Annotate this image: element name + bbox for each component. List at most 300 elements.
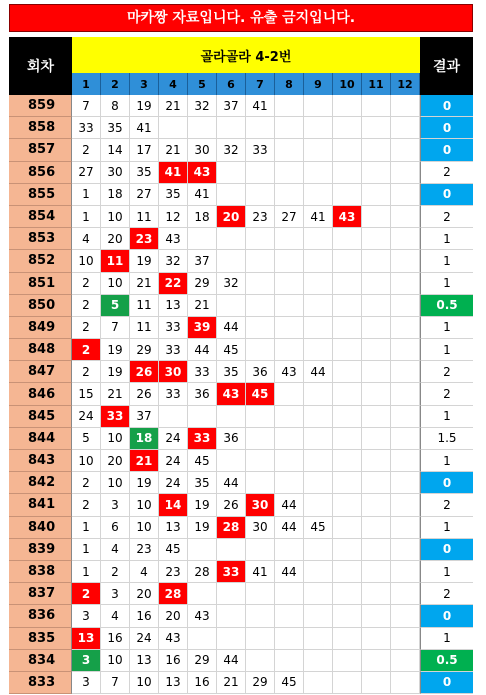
number-cell[interactable]: 3 (72, 605, 101, 627)
number-cell[interactable]: 16 (188, 672, 217, 694)
empty-cell[interactable] (333, 250, 362, 272)
empty-cell[interactable] (391, 206, 420, 228)
empty-cell[interactable] (275, 428, 304, 450)
hit-number-cell[interactable]: 23 (130, 228, 159, 250)
number-cell[interactable]: 4 (101, 605, 130, 627)
result-cell[interactable]: 0 (420, 184, 473, 206)
empty-cell[interactable] (304, 139, 333, 161)
hit-number-cell[interactable]: 43 (217, 383, 246, 405)
number-cell[interactable]: 19 (101, 339, 130, 361)
number-cell[interactable]: 10 (101, 472, 130, 494)
round-number-cell[interactable]: 851 (9, 273, 72, 295)
result-cell[interactable]: 0 (420, 117, 473, 139)
number-cell[interactable]: 1 (72, 184, 101, 206)
empty-cell[interactable] (304, 406, 333, 428)
number-cell[interactable]: 30 (188, 139, 217, 161)
empty-cell[interactable] (362, 361, 391, 383)
empty-cell[interactable] (304, 317, 333, 339)
number-cell[interactable]: 18 (101, 184, 130, 206)
empty-cell[interactable] (275, 295, 304, 317)
hit-number-cell[interactable]: 11 (101, 250, 130, 272)
hit-number-cell[interactable]: 33 (188, 428, 217, 450)
round-number-cell[interactable]: 838 (9, 561, 72, 583)
number-cell[interactable]: 27 (275, 206, 304, 228)
number-cell[interactable]: 1 (72, 539, 101, 561)
number-cell[interactable]: 24 (159, 428, 188, 450)
empty-cell[interactable] (333, 517, 362, 539)
empty-cell[interactable] (391, 628, 420, 650)
number-cell[interactable]: 13 (159, 517, 188, 539)
number-cell[interactable]: 10 (101, 273, 130, 295)
number-cell[interactable]: 43 (188, 605, 217, 627)
empty-cell[interactable] (333, 139, 362, 161)
empty-cell[interactable] (246, 583, 275, 605)
number-cell[interactable]: 37 (188, 250, 217, 272)
empty-cell[interactable] (217, 406, 246, 428)
empty-cell[interactable] (333, 583, 362, 605)
result-cell[interactable]: 0.5 (420, 650, 473, 672)
empty-cell[interactable] (159, 117, 188, 139)
empty-cell[interactable] (333, 605, 362, 627)
number-cell[interactable]: 1 (72, 206, 101, 228)
empty-cell[interactable] (304, 672, 333, 694)
round-number-cell[interactable]: 850 (9, 295, 72, 317)
number-cell[interactable]: 20 (101, 450, 130, 472)
empty-cell[interactable] (333, 428, 362, 450)
number-cell[interactable]: 20 (101, 228, 130, 250)
empty-cell[interactable] (188, 406, 217, 428)
number-cell[interactable]: 7 (72, 95, 101, 117)
empty-cell[interactable] (362, 561, 391, 583)
number-cell[interactable]: 19 (130, 250, 159, 272)
number-cell[interactable]: 11 (130, 206, 159, 228)
number-cell[interactable]: 45 (159, 539, 188, 561)
number-cell[interactable]: 35 (188, 472, 217, 494)
number-cell[interactable]: 35 (159, 184, 188, 206)
empty-cell[interactable] (333, 472, 362, 494)
empty-cell[interactable] (217, 162, 246, 184)
empty-cell[interactable] (391, 95, 420, 117)
empty-cell[interactable] (391, 494, 420, 516)
hit-number-cell[interactable]: 28 (217, 517, 246, 539)
number-cell[interactable]: 8 (101, 95, 130, 117)
empty-cell[interactable] (275, 450, 304, 472)
number-cell[interactable]: 45 (217, 339, 246, 361)
number-cell[interactable]: 10 (72, 250, 101, 272)
empty-cell[interactable] (275, 317, 304, 339)
result-cell[interactable]: 0.5 (420, 295, 473, 317)
empty-cell[interactable] (275, 139, 304, 161)
result-cell[interactable]: 1 (420, 228, 473, 250)
empty-cell[interactable] (275, 162, 304, 184)
number-cell[interactable]: 2 (72, 273, 101, 295)
number-cell[interactable]: 41 (130, 117, 159, 139)
number-cell[interactable]: 2 (101, 561, 130, 583)
result-cell[interactable]: 1 (420, 628, 473, 650)
number-cell[interactable]: 14 (101, 139, 130, 161)
empty-cell[interactable] (333, 295, 362, 317)
empty-cell[interactable] (362, 139, 391, 161)
hit-number-cell[interactable]: 39 (188, 317, 217, 339)
number-cell[interactable]: 3 (72, 672, 101, 694)
number-cell[interactable]: 30 (246, 517, 275, 539)
empty-cell[interactable] (304, 273, 333, 295)
number-cell[interactable]: 44 (217, 650, 246, 672)
round-number-cell[interactable]: 857 (9, 139, 72, 161)
empty-cell[interactable] (362, 605, 391, 627)
empty-cell[interactable] (391, 139, 420, 161)
empty-cell[interactable] (304, 539, 333, 561)
empty-cell[interactable] (217, 605, 246, 627)
number-cell[interactable]: 12 (159, 206, 188, 228)
empty-cell[interactable] (333, 117, 362, 139)
empty-cell[interactable] (304, 650, 333, 672)
number-cell[interactable]: 44 (275, 494, 304, 516)
empty-cell[interactable] (362, 273, 391, 295)
round-number-cell[interactable]: 837 (9, 583, 72, 605)
round-number-cell[interactable]: 848 (9, 339, 72, 361)
empty-cell[interactable] (275, 605, 304, 627)
number-cell[interactable]: 19 (130, 472, 159, 494)
number-cell[interactable]: 7 (101, 672, 130, 694)
empty-cell[interactable] (246, 184, 275, 206)
empty-cell[interactable] (275, 583, 304, 605)
number-cell[interactable]: 33 (246, 139, 275, 161)
number-cell[interactable]: 24 (130, 628, 159, 650)
hit-number-cell[interactable]: 28 (159, 583, 188, 605)
hit-number-cell[interactable]: 33 (101, 406, 130, 428)
number-cell[interactable]: 15 (72, 383, 101, 405)
number-cell[interactable]: 4 (72, 228, 101, 250)
empty-cell[interactable] (304, 339, 333, 361)
number-cell[interactable]: 20 (130, 583, 159, 605)
number-cell[interactable]: 11 (130, 295, 159, 317)
empty-cell[interactable] (333, 539, 362, 561)
empty-cell[interactable] (304, 184, 333, 206)
number-cell[interactable]: 3 (101, 494, 130, 516)
number-cell[interactable]: 19 (130, 95, 159, 117)
empty-cell[interactable] (391, 583, 420, 605)
empty-cell[interactable] (333, 628, 362, 650)
number-cell[interactable]: 7 (101, 317, 130, 339)
number-cell[interactable]: 36 (246, 361, 275, 383)
empty-cell[interactable] (304, 494, 333, 516)
hit-number-cell[interactable]: 43 (333, 206, 362, 228)
number-cell[interactable]: 10 (72, 450, 101, 472)
number-cell[interactable]: 5 (72, 428, 101, 450)
number-cell[interactable]: 10 (130, 494, 159, 516)
empty-cell[interactable] (188, 539, 217, 561)
result-cell[interactable]: 0 (420, 672, 473, 694)
empty-cell[interactable] (391, 250, 420, 272)
number-cell[interactable]: 44 (275, 561, 304, 583)
empty-cell[interactable] (275, 406, 304, 428)
round-number-cell[interactable]: 856 (9, 162, 72, 184)
number-cell[interactable]: 24 (72, 406, 101, 428)
empty-cell[interactable] (333, 650, 362, 672)
empty-cell[interactable] (304, 450, 333, 472)
number-cell[interactable]: 17 (130, 139, 159, 161)
round-number-cell[interactable]: 833 (9, 672, 72, 694)
empty-cell[interactable] (217, 539, 246, 561)
empty-cell[interactable] (304, 561, 333, 583)
number-cell[interactable]: 45 (304, 517, 333, 539)
result-cell[interactable]: 0 (420, 605, 473, 627)
hit-number-cell[interactable]: 30 (159, 361, 188, 383)
empty-cell[interactable] (391, 517, 420, 539)
result-cell[interactable]: 1.5 (420, 428, 473, 450)
empty-cell[interactable] (391, 117, 420, 139)
number-cell[interactable]: 10 (130, 517, 159, 539)
empty-cell[interactable] (333, 494, 362, 516)
round-number-cell[interactable]: 858 (9, 117, 72, 139)
round-number-cell[interactable]: 853 (9, 228, 72, 250)
number-cell[interactable]: 21 (101, 383, 130, 405)
round-number-cell[interactable]: 845 (9, 406, 72, 428)
number-cell[interactable]: 21 (159, 139, 188, 161)
empty-cell[interactable] (217, 228, 246, 250)
number-cell[interactable]: 21 (217, 672, 246, 694)
empty-cell[interactable] (246, 162, 275, 184)
empty-cell[interactable] (333, 339, 362, 361)
number-cell[interactable]: 45 (275, 672, 304, 694)
empty-cell[interactable] (362, 117, 391, 139)
hit-number-cell[interactable]: 26 (130, 361, 159, 383)
number-cell[interactable]: 1 (72, 517, 101, 539)
empty-cell[interactable] (246, 406, 275, 428)
hit-number-cell[interactable]: 2 (72, 339, 101, 361)
empty-cell[interactable] (362, 383, 391, 405)
empty-cell[interactable] (362, 672, 391, 694)
empty-cell[interactable] (275, 273, 304, 295)
number-cell[interactable]: 36 (217, 428, 246, 450)
empty-cell[interactable] (304, 628, 333, 650)
empty-cell[interactable] (362, 428, 391, 450)
number-cell[interactable]: 44 (275, 517, 304, 539)
number-cell[interactable]: 26 (130, 383, 159, 405)
hit-number-cell[interactable]: 18 (130, 428, 159, 450)
empty-cell[interactable] (275, 539, 304, 561)
empty-cell[interactable] (362, 295, 391, 317)
empty-cell[interactable] (159, 406, 188, 428)
number-cell[interactable]: 29 (130, 339, 159, 361)
round-number-cell[interactable]: 842 (9, 472, 72, 494)
number-cell[interactable]: 24 (159, 450, 188, 472)
round-number-cell[interactable]: 834 (9, 650, 72, 672)
empty-cell[interactable] (275, 95, 304, 117)
result-cell[interactable]: 1 (420, 561, 473, 583)
number-cell[interactable]: 18 (188, 206, 217, 228)
number-cell[interactable]: 2 (72, 139, 101, 161)
number-cell[interactable]: 10 (101, 206, 130, 228)
empty-cell[interactable] (275, 117, 304, 139)
empty-cell[interactable] (304, 472, 333, 494)
number-cell[interactable]: 36 (188, 383, 217, 405)
number-cell[interactable]: 44 (217, 472, 246, 494)
round-number-cell[interactable]: 839 (9, 539, 72, 561)
number-cell[interactable]: 33 (72, 117, 101, 139)
hit-number-cell[interactable]: 43 (188, 162, 217, 184)
empty-cell[interactable] (275, 250, 304, 272)
empty-cell[interactable] (304, 250, 333, 272)
empty-cell[interactable] (188, 583, 217, 605)
number-cell[interactable]: 6 (101, 517, 130, 539)
number-cell[interactable]: 2 (72, 472, 101, 494)
empty-cell[interactable] (362, 339, 391, 361)
empty-cell[interactable] (333, 406, 362, 428)
result-cell[interactable]: 2 (420, 361, 473, 383)
hit-number-cell[interactable]: 3 (72, 650, 101, 672)
empty-cell[interactable] (333, 273, 362, 295)
number-cell[interactable]: 13 (130, 650, 159, 672)
empty-cell[interactable] (362, 628, 391, 650)
number-cell[interactable]: 27 (72, 162, 101, 184)
number-cell[interactable]: 10 (130, 672, 159, 694)
empty-cell[interactable] (362, 450, 391, 472)
number-cell[interactable]: 13 (159, 672, 188, 694)
empty-cell[interactable] (217, 628, 246, 650)
empty-cell[interactable] (333, 228, 362, 250)
empty-cell[interactable] (217, 117, 246, 139)
empty-cell[interactable] (275, 472, 304, 494)
empty-cell[interactable] (391, 162, 420, 184)
number-cell[interactable]: 26 (217, 494, 246, 516)
result-cell[interactable]: 1 (420, 406, 473, 428)
empty-cell[interactable] (217, 295, 246, 317)
round-number-cell[interactable]: 846 (9, 383, 72, 405)
empty-cell[interactable] (246, 117, 275, 139)
round-number-cell[interactable]: 847 (9, 361, 72, 383)
number-cell[interactable]: 32 (217, 273, 246, 295)
number-cell[interactable]: 19 (101, 361, 130, 383)
number-cell[interactable]: 41 (246, 95, 275, 117)
empty-cell[interactable] (304, 295, 333, 317)
empty-cell[interactable] (362, 250, 391, 272)
number-cell[interactable]: 19 (188, 494, 217, 516)
empty-cell[interactable] (391, 317, 420, 339)
empty-cell[interactable] (275, 383, 304, 405)
number-cell[interactable]: 27 (130, 184, 159, 206)
round-number-cell[interactable]: 852 (9, 250, 72, 272)
number-cell[interactable]: 35 (130, 162, 159, 184)
number-cell[interactable]: 35 (101, 117, 130, 139)
number-cell[interactable]: 44 (217, 317, 246, 339)
number-cell[interactable]: 33 (159, 383, 188, 405)
empty-cell[interactable] (391, 561, 420, 583)
hit-number-cell[interactable]: 13 (72, 628, 101, 650)
hit-number-cell[interactable]: 21 (130, 450, 159, 472)
empty-cell[interactable] (246, 228, 275, 250)
result-cell[interactable]: 2 (420, 206, 473, 228)
empty-cell[interactable] (304, 117, 333, 139)
hit-number-cell[interactable]: 2 (72, 583, 101, 605)
number-cell[interactable]: 41 (188, 184, 217, 206)
round-number-cell[interactable]: 835 (9, 628, 72, 650)
number-cell[interactable]: 10 (101, 650, 130, 672)
empty-cell[interactable] (246, 628, 275, 650)
hit-number-cell[interactable]: 5 (101, 295, 130, 317)
empty-cell[interactable] (391, 539, 420, 561)
round-number-cell[interactable]: 844 (9, 428, 72, 450)
number-cell[interactable]: 29 (188, 273, 217, 295)
empty-cell[interactable] (391, 650, 420, 672)
number-cell[interactable]: 29 (188, 650, 217, 672)
empty-cell[interactable] (362, 539, 391, 561)
empty-cell[interactable] (391, 605, 420, 627)
number-cell[interactable]: 23 (246, 206, 275, 228)
number-cell[interactable]: 33 (159, 339, 188, 361)
number-cell[interactable]: 13 (159, 295, 188, 317)
number-cell[interactable]: 44 (188, 339, 217, 361)
number-cell[interactable]: 32 (159, 250, 188, 272)
empty-cell[interactable] (246, 250, 275, 272)
empty-cell[interactable] (362, 494, 391, 516)
empty-cell[interactable] (246, 605, 275, 627)
result-cell[interactable]: 0 (420, 95, 473, 117)
result-cell[interactable]: 0 (420, 472, 473, 494)
number-cell[interactable]: 4 (130, 561, 159, 583)
empty-cell[interactable] (362, 650, 391, 672)
number-cell[interactable]: 21 (188, 295, 217, 317)
empty-cell[interactable] (391, 428, 420, 450)
round-number-cell[interactable]: 849 (9, 317, 72, 339)
empty-cell[interactable] (275, 650, 304, 672)
result-cell[interactable]: 1 (420, 273, 473, 295)
number-cell[interactable]: 23 (159, 561, 188, 583)
number-cell[interactable]: 32 (217, 139, 246, 161)
empty-cell[interactable] (246, 428, 275, 450)
result-cell[interactable]: 0 (420, 539, 473, 561)
number-cell[interactable]: 24 (159, 472, 188, 494)
empty-cell[interactable] (391, 228, 420, 250)
number-cell[interactable]: 41 (304, 206, 333, 228)
number-cell[interactable]: 2 (72, 317, 101, 339)
empty-cell[interactable] (217, 184, 246, 206)
number-cell[interactable]: 37 (130, 406, 159, 428)
number-cell[interactable]: 41 (246, 561, 275, 583)
hit-number-cell[interactable]: 20 (217, 206, 246, 228)
empty-cell[interactable] (362, 317, 391, 339)
result-cell[interactable]: 1 (420, 517, 473, 539)
hit-number-cell[interactable]: 33 (217, 561, 246, 583)
empty-cell[interactable] (275, 228, 304, 250)
empty-cell[interactable] (362, 184, 391, 206)
number-cell[interactable]: 3 (101, 583, 130, 605)
empty-cell[interactable] (304, 383, 333, 405)
number-cell[interactable]: 10 (101, 428, 130, 450)
empty-cell[interactable] (333, 361, 362, 383)
empty-cell[interactable] (304, 605, 333, 627)
empty-cell[interactable] (246, 273, 275, 295)
empty-cell[interactable] (362, 206, 391, 228)
result-cell[interactable]: 1 (420, 317, 473, 339)
result-cell[interactable]: 2 (420, 162, 473, 184)
result-cell[interactable]: 1 (420, 339, 473, 361)
number-cell[interactable]: 19 (188, 517, 217, 539)
number-cell[interactable]: 16 (130, 605, 159, 627)
round-number-cell[interactable]: 854 (9, 206, 72, 228)
empty-cell[interactable] (362, 517, 391, 539)
number-cell[interactable]: 21 (130, 273, 159, 295)
number-cell[interactable]: 4 (101, 539, 130, 561)
empty-cell[interactable] (391, 273, 420, 295)
number-cell[interactable]: 16 (159, 650, 188, 672)
empty-cell[interactable] (362, 472, 391, 494)
hit-number-cell[interactable]: 30 (246, 494, 275, 516)
number-cell[interactable]: 43 (275, 361, 304, 383)
empty-cell[interactable] (246, 539, 275, 561)
empty-cell[interactable] (362, 95, 391, 117)
